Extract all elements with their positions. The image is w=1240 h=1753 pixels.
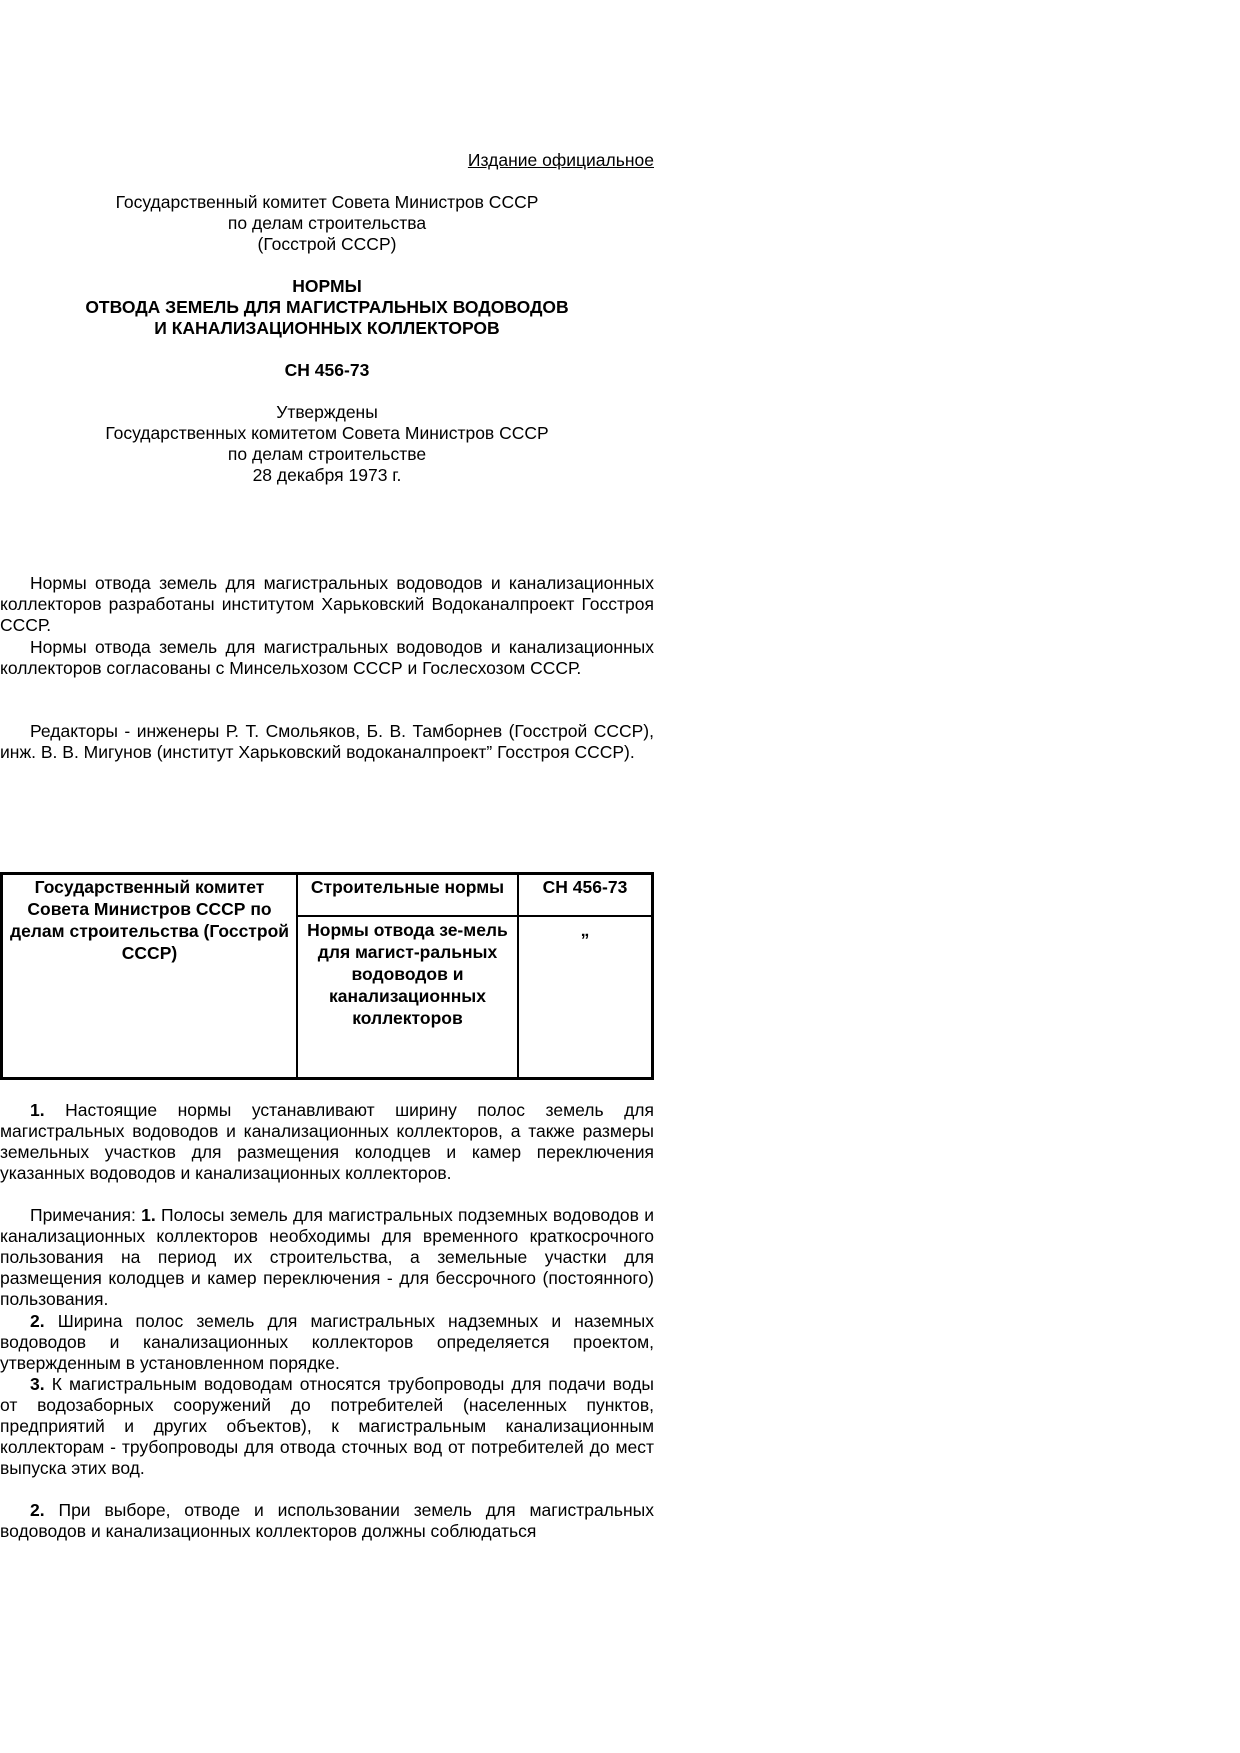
agency-block: [0, 192, 654, 255]
section-number: 2.: [30, 1500, 45, 1520]
header-title-cell: Нормы отвода зе-мель для магист-ральных водоводов и канализационных коллекторов: [297, 916, 518, 1079]
intro-paragraph-approval: Нормы отвода земель для магистральных водоводов и канализационных коллекторов согласованы с Минсельхозом СССР и Гослесхозом СССР.: [0, 637, 654, 678]
approval-line: 28 декабря 1973 г.: [252, 465, 402, 485]
title-line: ОТВОДА ЗЕМЕЛЬ ДЛЯ МАГИСТРАЛЬНЫХ ВОДОВОДОВ: [85, 297, 569, 317]
notes-label: Примечания:: [30, 1205, 142, 1225]
note-1: [0, 1205, 654, 1310]
section-number: 1.: [30, 1100, 45, 1120]
header-type-cell: Строительные нормы: [297, 874, 518, 917]
header-code-cell: СН 456-73: [518, 874, 653, 917]
document-header-table: [0, 872, 654, 1080]
agency-line: (Госстрой СССР): [257, 234, 397, 254]
note-text: Полосы земель для магистральных подземных водоводов и канализационных коллекторов необходимы для временного краткосрочного пользования на период их строительства, а земельные участки для размещения колодцев и камер переключения - для бессрочного (постоянного) пользования.: [0, 1205, 654, 1309]
note-number: 3.: [30, 1374, 45, 1394]
intro-paragraph-editors: Редакторы - инженеры Р. Т. Смольяков, Б. В. Тамборнев (Госстрой СССР), инж. В. В. Мигунов (институт Харьковский водоканалпроект” Госстроя СССР).: [0, 721, 654, 762]
approval-line: Утверждены: [276, 402, 378, 422]
intro-paragraph-developer: Нормы отвода земель для магистральных водоводов и канализационных коллекторов разработаны институтом Харьковский Водоканалпроект Госстроя СССР.: [0, 573, 654, 635]
header-mark-cell: „: [518, 916, 653, 1079]
section-text: Настоящие нормы устанавливают ширину полос земель для магистральных водоводов и канализационных коллекторов, а также размеры земельных участков для размещения колодцев и камер переключения указанных водоводов и канализационных коллекторов.: [0, 1100, 654, 1183]
note-text: К магистральным водоводам относятся трубопроводы для подачи воды от водозаборных сооружений до потребителей (населенных пунктов, предприятий и других объектов), к магистральным канализационным коллекторам - трубопроводы для отвода сточных вод от потребителей до мест выпуска этих вод.: [0, 1374, 654, 1478]
note-3: [0, 1374, 654, 1479]
approval-line: Государственных комитетом Совета Министров СССР: [105, 423, 549, 443]
note-number: 1.: [141, 1205, 156, 1225]
document-title: [0, 276, 654, 339]
edition-note: Издание официальное: [467, 150, 654, 170]
agency-line: Государственный комитет Совета Министров СССР: [115, 192, 539, 212]
note-number: 2.: [30, 1311, 45, 1331]
section-text: При выборе, отводе и использовании земель для магистральных водоводов и канализационных коллекторов должны соблюдаться: [0, 1500, 654, 1541]
approval-line: по делам строительстве: [227, 444, 427, 464]
agency-line: по делам строительства: [227, 213, 427, 233]
title-line: НОРМЫ: [292, 276, 362, 296]
approval-block: [0, 402, 654, 486]
note-2: [0, 1311, 654, 1374]
header-agency-cell: Государственный комитет Совета Министров СССР по делам строительства (Госстрой СССР): [2, 874, 298, 1079]
document-code: СН 456-73: [284, 360, 370, 380]
note-text: Ширина полос земель для магистральных надземных и наземных водоводов и канализационных коллекторов определяется проектом, утвержденным в установленном порядке.: [0, 1311, 654, 1373]
section-1: [0, 1100, 654, 1184]
section-2: [0, 1500, 654, 1542]
title-line: И КАНАЛИЗАЦИОННЫХ КОЛЛЕКТОРОВ: [154, 318, 500, 338]
